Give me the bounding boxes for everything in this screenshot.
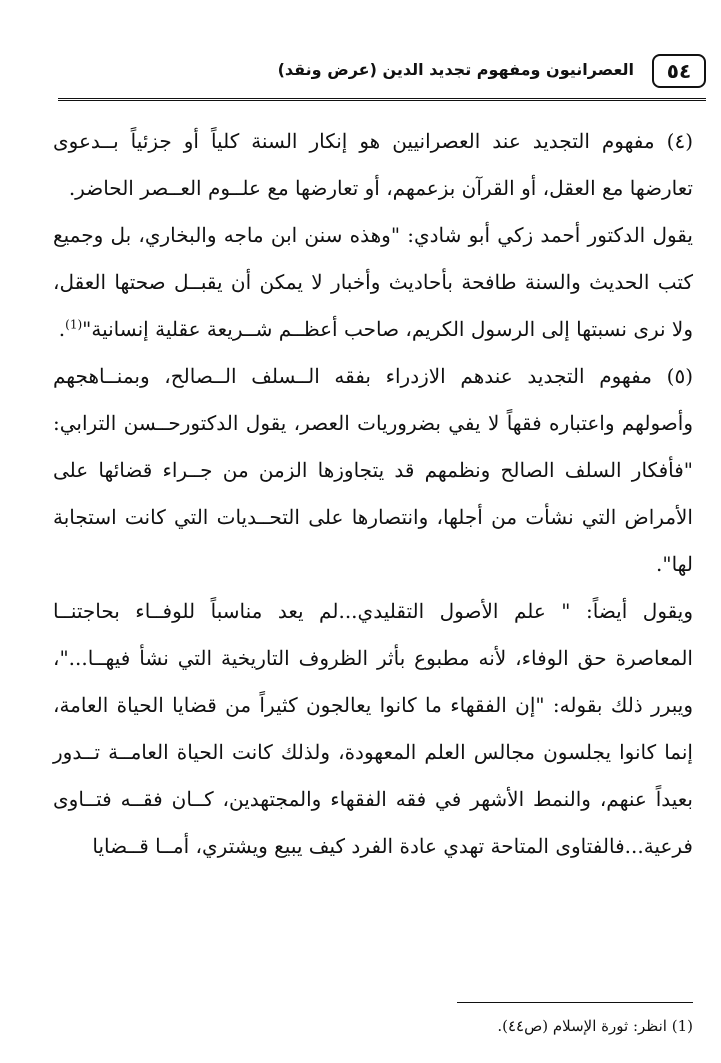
paragraph-item-4: (٤) مفهوم التجديد عند العصرانيين هو إنكار السنة كلياً أو جزئياً بــدعوى تعارضها مع العقل، أو القرآن بزعمهم، أو تعارضها مع علــوم العــصر الحاضر. xyxy=(53,129,693,200)
footnote-text: انظر: ثورة الإسلام (ص٤٤). xyxy=(497,1017,667,1035)
header-divider xyxy=(58,98,706,101)
body-text xyxy=(53,118,693,870)
quote-end-punctuation: . xyxy=(58,317,66,341)
page-header xyxy=(58,52,706,92)
paragraph-item-5: (٥) مفهوم التجديد عندهم الازدراء بفقه الــسلف الــصالح، وبمنــاهجهم وأصولهم واعتباره فقهاً لا يفي بضروريات العصر، يقول الدكتورحــسن الترابي: "فأفكار السلف الصالح ونظمهم قد يتجاوزها الزمن من جــراء قضائها على الأمراض التي نشأت من أجلها، وانتصارها على التحــديات التي كانت استجابة لها". xyxy=(53,364,693,576)
footnote-marker: (1) xyxy=(65,317,83,332)
page-number-badge: ٥٤ xyxy=(652,54,706,88)
paragraph-quote-abu-shadi xyxy=(53,212,693,353)
paragraph-quote-turabi: ويقول أيضاً: " علم الأصول التقليدي...لم يعد مناسباً للوفــاء بحاجتنــا المعاصرة حق الوفاء، لأنه مطبوع بأثر الظروف التاريخية التي نشأ فيهــا..."، ويبرر ذلك بقوله: "إن الفقهاء ما كانوا يعالجون كثيراً من قضايا الحياة العامة، إنما كانوا يجلسون مجالس العلم المعهودة، ولذلك كانت الحياة العامــة تــدور بعيداً عنهم، والنمط الأشهر في فقه الفقهاء والمجتهدين، كــان فقــه فتــاوى فرعية...فالفتاوى المتاحة تهدي عادة الفرد كيف يبيع ويشتري، أمــا قــضايا xyxy=(53,599,693,858)
running-title: العصرانيون ومفهوم تجديد الدين (عرض ونقد) xyxy=(277,60,634,79)
quote-text: يقول الدكتور أحمد زكي أبو شادي: "وهذه سنن ابن ماجه والبخاري، بل وجميع كتب الحديث والسنة طافحة بأحاديث وأخبار لا يمكن أن يقبــل صحتها العقل، ولا نرى نسبتها إلى الرسول الكريم، صاحب أعظــم شــريعة عقلية إنسانية" xyxy=(53,223,693,341)
footnote xyxy=(53,1014,693,1038)
footnote-number: (1) xyxy=(671,1017,693,1035)
footnote-divider xyxy=(457,1002,693,1003)
